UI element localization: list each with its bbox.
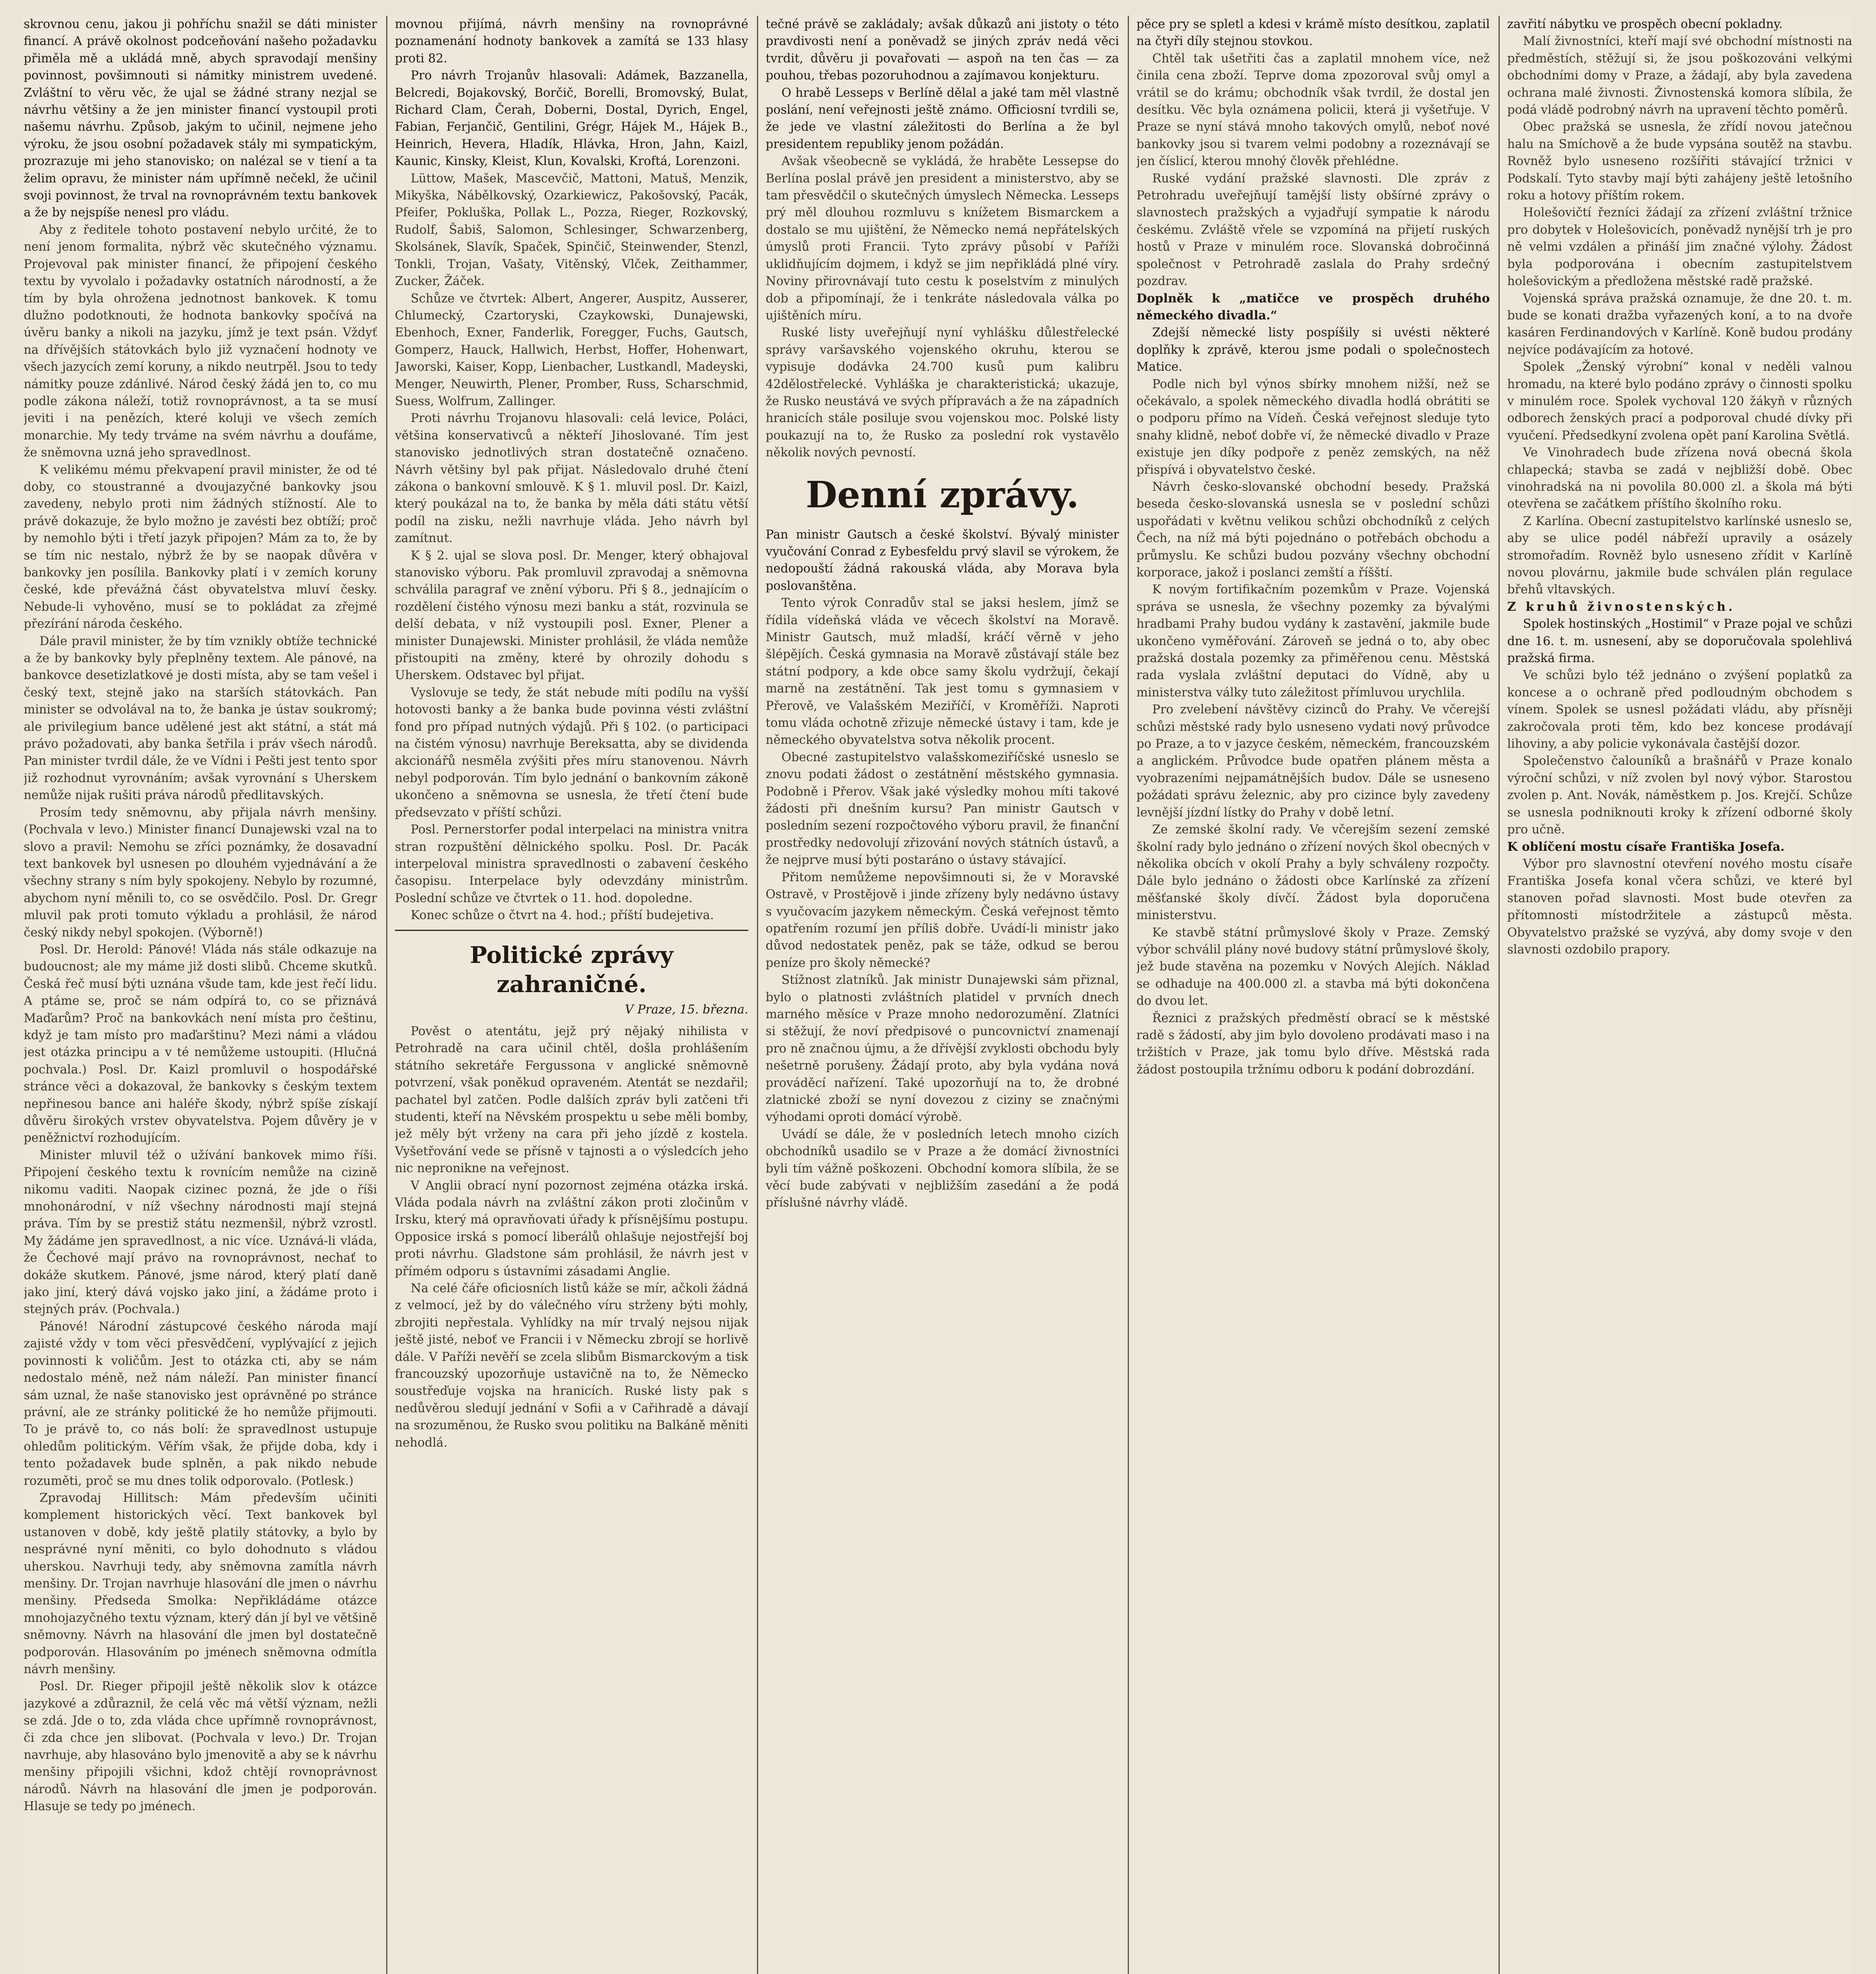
column-5 — [1507, 16, 1852, 1974]
col2-body: Lüttow, Mašek, Mascevčič, Mattoni, Matuš, Menzik, Mikyška, Nábělkovský, Ozarkiewicz, Pakošovský, Pacák, Pfeifer, Pokluška, Pollak L., Pozza, Rieger, Rozkovský, Rudolf, Šabiš, Salomon, Schlesinger, Schwarzenberg, Skolsánek, Slavík, Spaček, Spinčič, Steinwender, Stenzl, Tonkli, Trojan, Vašaty, Vitěnský, Vlček, Zeithammer, Zucker, Žáček. — [395, 171, 748, 289]
col4-body: Pro zvelebení návštěvy cizinců do Prahy. Ve včerejší schůzi městské rady bylo usneseno vydati nový průvodce po Praze, a to v jazyce českém, německém, francouzském a anglickém. Průvodce bude opatřen plánem města a vyobrazeními nejpamátnějších budov. Dále se usneseno požádati správu železnic, aby pro cizince byly zavedeny levnější jízdní lístky do Prahy v době letní. — [1136, 703, 1490, 820]
col3-body: Přitom nemůžeme nepovšimnouti si, že v Moravské Ostravě, v Prostějově i jinde zřízeny byly nedávno ústavy s vyučovacím jazykem německým. Česká veřejnost těmto opatřením rozumí jen příliš dobře. Uvádí-li ministr jako důvod nedostatek peněz, pak se táže, odkud se berou peníze pro školy německé? — [766, 870, 1119, 970]
section-heading: Denní zprávy. — [806, 473, 1079, 516]
col3-body: Ruské listy uveřejňují nyní vyhlášku důlestřelecké správy varšavského vojenského okruhu, kterou se vypisuje dodávka 24.700 kusů pum kalibru 42dělostřelecké. Vyhláška je charakteristická; ukazuje, že Rusko neustává ve svých přípravách a že na západních hranicích stále posiluje svou vojenskou moc. Polské listy poukazují na to, že Rusko za poslední rok vystavělo několik nových pevností. — [766, 326, 1119, 460]
col5-body: Holešovičtí řezníci žádají za zřízení zvláštní tržnice pro dobytek v Holešovicích, poněvadž nynější trh je pro ně velmi vzdálen a přináší jim značné výlohy. Žádost byla podporována i obecním zastupitelstvem holešovickým a předložena městské radě pražské. — [1507, 206, 1852, 289]
column-3 — [766, 16, 1119, 1974]
col2-body: V Anglii obrací nyní pozornost zejména otázka irská. Vláda podala návrh na zvláštní zákon proti zločinům v Irsku, který má opravňovati úřady k přísnějšímu postupu. Opposice irská s pomocí liberálů ohlašuje nejostřejší boj proti návrhu. Gladstone sám prohlásil, že návrh jest v přímém odporu s ústavními zásadami Anglie. — [395, 1178, 748, 1278]
col2-body: Proti návrhu Trojanovu hlasovali: celá levice, Poláci, většina konservativců a někteří Jihoslované. Tím jest stanovisko jednotlivých stran dostatečně označeno. Návrh většiny byl pak přijat. Následovalo druhé čtení zákona o bankovní smlouvě. K § 1. mluvil posl. Dr. Kaizl, který poukázal na to, že banka by měla dáti státu větší podíl na zisku, nežli navrhuje vláda. Jeho návrh byl zamítnut. — [395, 411, 748, 546]
col4-body: Ke stavbě státní průmyslové školy v Praze. Zemský výbor schválil plány nové budovy státní průmyslové školy, jež bude stavěna na pozemku v Nových Alejích. Náklad se odhaduje na 400.000 zl. a stavba má býti dokončena do dvou let. — [1136, 925, 1490, 1008]
col4-body: K novým fortifikačním pozemkům v Praze. Vojenská správa se usnesla, že všechny pozemky za bývalými hradbami Prahy budou vydány k zastavění, jakmile bude ukončeno vyměřování. Zároveň se jedná o to, aby obec pražská dostala pozemky za přiměřenou cenu. Městská rada vyslala zvláštní deputaci do Vídně, aby u ministerstva války tuto záležitost přímluvou urychlila. — [1136, 583, 1490, 700]
article-heading: Politické zprávy zahraničné. — [469, 941, 674, 998]
col4-subheading: Doplněk k „matičce ve prospěch druhého německého divadla.“ — [1136, 291, 1490, 323]
col5-body: Spolek „Ženský výrobní“ konal v neděli valnou hromadu, na které bylo podáno zprávy o činnosti spolku v minulém roce. Spolek vychoval 120 žákyň v různých odborech ženských prací a podporoval chudé dívky při vyučení. Předsedkyní zvolena opět paní Karolina Světlá. — [1507, 360, 1852, 443]
col1-paragraph: skrovnou cenu, jakou ji pohříchu snažil se dáti minister financí. A právě okolnost podceňování našeho požadavku přiměla mě a ukládá mně, abych spravodají menšiny povinnost, povšimnouti si námitky ministrem uvedené. Zvláštní to věru věc, že ujal se žádné strany nezjal se návrhu většiny a že jen minister financí vystoupil proti našemu návrhu. Způsob, jakým to učinil, nejmene jeho výroku, že jsou osobní požadavek stály mi sympatickým, prozrazuje mi jeho stanovisko; on nalézal se v tiení a ta želim opravu, že minister nám upřímně nečekl, že učinil svoji povinnost, že trval na rovnoprávném textu bankovek a že by nejspíše nenesl pro vládu. — [24, 17, 377, 220]
col1-body: Zpravodaj Hillitsch: Mám především učiniti komplement historických věcí. Text bankovek byl ustanoven v době, kdy ještě platily státovky, a bylo by nesprávné nyní měniti, co bylo dohodnuto s vládou uherskou. Navrhuji tedy, aby sněmovna zamítla návrh menšiny. Dr. Trojan navrhuje hlasování dle jmen o návrhu menšiny. Předseda Smolka: Nepřikládáme otázce mnohojazyčného textu význam, který dán jí byl ve většině sněmovny. Návrh na hlasování dle jmen byl dostatečně podporován. Hlasováním po jménech sněmovna odmítla návrh menšiny. — [24, 1491, 377, 1676]
col4-paragraph-2: Zdejší německé listy pospíšily si uvésti některé doplňky k zprávě, kterou jsme podali o společnostech Matice. — [1136, 326, 1490, 374]
column-2 — [395, 16, 748, 1974]
col5-subheading: Z kruhů živnostenských. — [1507, 599, 1735, 614]
col4-paragraph-1: pěce pry se spletl a kdesi v krámě místo desítkou, zaplatil na čtyři díly stejnou stovkou. — [1136, 17, 1490, 49]
col5-paragraph-1: zavřití nábytku ve prospěch obecní pokladny. — [1507, 17, 1783, 31]
col3-body: Stížnost zlatníků. Jak ministr Dunajewski sám přiznal, bylo o platnosti zvláštních platidel v prvních dnech marného měsíce v Praze mnoho nedorozumění. Zlatníci si stěžují, že noví předpisové o puncovnictví znamenají pro ně značnou újmu, a že dřívější zvyklosti obchodu byly nešetrně porušeny. Žádají proto, aby byla vydána nová prováděcí nařízení. Také upozorňují na to, že drobné zlatnické zboží se nyní dovezou z ciziny se značnými výhodami oproti domácí výrobě. — [766, 973, 1119, 1124]
col2-body: Vyslovuje se tedy, že stát nebude míti podílu na vyšší hotovosti banky a že banka bude povinna vésti zvláštní fond pro případ nutných výdajů. Při § 102. (o participaci na čistém výnosu) navrhuje Bereksatta, aby se dividenda akcionářů nesměla zvýšiti přes míru stanovenou. Návrh nebyl podporován. Tím bylo jednání o bankovním zákoně ukončeno a sněmovna se usnesla, že třetí čtení bude předsevzato v příští schůzi. — [395, 685, 748, 820]
divider — [395, 930, 748, 931]
col2-body: Na celé čáře oficiosních listů káže se mír, ačkoli žádná z velmocí, jež by do válečného víru strženy býti mohly, zbrojiti nepřestala. Vyhlídky na mír trvalý nejsou nijak ještě jisté, neboť ve Francii i v Německu zbrojí se horlivě dále. V Paříži nevěří se zcela slibům Bismarckovým a tisk francouzský upozorňuje ustavičně na to, že Německo soustřeďuje vojska na hranicích. Ruské listy pak s nedůvěrou sledují jednání v Sofii a v Cařihradě a dávají na srozuměnou, že Rusko svou politiku na Balkáně měniti nehodlá. — [395, 1282, 748, 1450]
col2-body: Schůze ve čtvrtek: Albert, Angerer, Auspitz, Ausserer, Chlumecký, Czartoryski, Czaykowski, Dunajewski, Ebenhoch, Exner, Fanderlik, Foregger, Fuchs, Gautsch, Gomperz, Hauck, Hallwich, Herbst, Hoffer, Hohenwart, Jaworski, Kaiser, Kopp, Lienbacher, Lustkandl, Madeyski, Menger, Neuwirth, Plener, Promber, Russ, Scharschmid, Suess, Wolfrum, Zallinger. — [395, 291, 748, 408]
article-dateline: V Praze, 15. března. — [625, 1002, 748, 1017]
col5-body: Z Karlína. Obecní zastupitelstvo karlínské usneslo se, aby se ulice podél nábřeží upravily a osázely stromořadím. Rovněž bylo usneseno zřídit v Karlíně novou plovárnu, jakmile bude schválen plán regulace břehů vltavských. — [1507, 514, 1852, 597]
col3-paragraph-1: tečné právě se zakládaly; avšak důkazů ani jistoty o této pravdivosti není a poněvadž se jiných zpráv nedá věci tvrdit, důvěru ji povařovati — aspoň na ten čas — za pouhou, třebas pozoruhodnou a zajímavou konjekturu. — [766, 17, 1119, 83]
newspaper-page — [24, 16, 1852, 1974]
col2-body: Posl. Pernerstorfer podal interpelaci na ministra vnitra stran rozpuštění dělnického spolku. Posl. Dr. Pacák interpeloval ministra spravedlnosti o zabavení českého časopisu. Interpelace byly odevzdány ministrům. Poslední schůze ve čtvrtek o 11. hod. dopoledne. — [395, 823, 748, 905]
col1-body: Dále pravil minister, že by tím vznikly obtíže technické a že by bankovky byly přeplněny textem. Ale pánové, na bankovce desetizlatkové je dosti místa, aby se tam vešel i český text, stejně jako na starších státovkách. Pan minister se odvolával na to, že banka je ústav soukromý; ale privilegium bance udělené jest akt státní, a stát má právo požadovati, aby banka šetřila i práv všech národů. Pan minister tvrdil dále, že ve Vídni i Pešti jest tento spor již rozhodnut vyrovnáním; avšak vyrovnání s Uherskem nemůže nijak rušiti práva národů předlitavských. — [24, 634, 377, 803]
column-separator — [757, 16, 758, 1974]
col3-paragraph-2: O hrabě Lesseps v Berlíně dělal a jaké tam měl vlastně poslání, není veřejnosti ještě známo. Officiosní tvrdili se, že jede ve vlastní záležitosti do Berlína a že byl presidentem republiky jenom požádán. — [766, 86, 1119, 151]
col1-body: Pánové! Národní zástupcové českého národa mají zajisté vždy v tom věci přesvědčení, vyplývající z jejich povinnosti k voličům. Jest to otázka cti, aby se nám nedostalo méně, než nám náleží. Pan minister financí sám uznal, že naše stanovisko jest oprávněné po stránce právní, ale ze stránky politické že ho nemůže přijmouti. To je právě to, co nás bolí: že spravedlnost ustupuje ohledům politickým. Věřím však, že přijde doba, kdy i tento požadavek bude splněn, a pak nikdo nebude rozuměti, proč se mu dnes tolik odporovalo. (Potlesk.) — [24, 1319, 377, 1488]
col1-body: Prosím tedy sněmovnu, aby přijala návrh menšiny. (Pochvala v levo.) Minister financí Dunajewski vzal na to slovo a pravil: Nemohu se zříci poznámky, že dosavadní text bankovek byl usnesen po dlouhém vyjednávání a že všechny strany s ním byly spokojeny. Nebylo by rozumné, abychom nyní měnili to, co se osvědčilo. Posl. Dr. Gregr mluvil pak proti tomuto výkladu a prohlásil, že národ český nikdy nebyl spokojen. (Výborně!) — [24, 805, 377, 940]
col5-body: Vojenská správa pražská oznamuje, že dne 20. t. m. bude se konati dražba vyřazených koní, a to na dvoře kasáren Ferdinandových v Karlíně. Koně budou prodány nejvíce podávajícím za hotové. — [1507, 291, 1852, 357]
col5-body: Ve schůzi bylo též jednáno o zvýšení poplatků za koncese a o ochraně před podloudným obchodem s vínem. Spolek se usnesl požádati vládu, aby přísněji zakročovala proti těm, kdo bez koncese prodávají lihoviny, a aby policie vykonávala častější dozor. — [1507, 668, 1852, 751]
column-separator — [1499, 16, 1500, 1974]
col1-body: K velikému mému překvapení pravil minister, že od té doby, co stoustranné a dvoujazyčné bankovky jsou zavedeny, nebylo proti nim žádných stížností. Ale to právě dokazuje, že bylo možno je zavésti bez obtíží; proč by nemohlo býti i třetí jazyk připojen? Mám za to, že by se tím nic nestalo, nýbrž že by se naopak důvěra v bankovky jen posílila. Bankovky platí i v zemích koruny české, kde převážná část obyvatelstva mluví česky. Nebude-li vyhověno, musí se to pokládat za zřejmé přezírání národa českého. — [24, 463, 377, 631]
col4-body: Podle nich byl výnos sbírky mnohem nižší, než se očekávalo, a spolek německého divadla hodlá obrátiti se o podporu přímo na Vídeň. Česká veřejnost sleduje tyto snahy klidně, neboť dobře ví, že německé divadlo v Praze existuje jen díky podpoře z peněz zemských, na něž přispívá i obyvatelstvo české. — [1136, 377, 1490, 477]
col5-subheading-2: K oblíčení mostu císaře Františka Josefa. — [1507, 839, 1785, 854]
col3-body: Uvádí se dále, že v posledních letech mnoho cizích obchodníků usadilo se v Praze a že domácí živnostníci byli tím vážně poškozeni. Obchodní komora slíbila, že se věcí bude zabývati v nejbližším zasedání a že podá příslušné návrhy vládě. — [766, 1127, 1119, 1210]
col2-body: Konec schůze o čtvrt na 4. hod.; příští budejetiva. — [411, 908, 714, 923]
col3-body: Obecné zastupitelstvo valašskomeziříčské usneslo se znovu podati žádost o zestátnění městského gymnasia. Podobně i Přerov. Však jaké výsledky mohou míti takové žádosti při dnešním kursu? Pan ministr Gautsch v posledním sezení rozpočtového výboru pravil, že finanční prostředky nedovolují zřizování nových státních ústavů, a že nejprve musí býti postaráno o ústavy stávající. — [766, 750, 1119, 867]
col5-body: Výbor pro slavnostní otevření nového mostu císaře Františka Josefa konal včera schůzi, ve které byl stanoven pořad slavnosti. Most bude otevřen za přítomnosti místodržitele a zástupců města. Obyvatelstvo pražské se vyzývá, aby domy svoje v den slavnosti ozdobilo prapory. — [1507, 857, 1852, 957]
col2-body: K § 2. ujal se slova posl. Dr. Menger, který obhajoval stanovisko výboru. Pak promluvil zpravodaj a sněmovna schválila paragraf ve znění výboru. Při § 8., jednajícím o rozdělení čistého výnosu mezi banku a stát, rozvinula se delší debata, v níž vystoupili posl. Exner, Plener a minister Dunajewski. Minister prohlásil, že vláda nemůže přistoupiti na změny, které by ohrozily dohodu s Uherskem. Odstavec byl přijat. — [395, 548, 748, 683]
col5-body: Obec pražská se usnesla, že zřídí novou jatečnou halu na Smíchově a že bude vypsána soutěž na stavbu. Rovněž bylo usneseno rozšířiti stávající tržnici v Podskalí. Tyto stavby mají býti zahájeny ještě letošního roku a hotovy příštím rokem. — [1507, 120, 1852, 203]
col4-body: Řeznici z pražských předměstí obrací se k městské radě s žádostí, aby jim bylo dovoleno prodávati maso i na tržištích v Praze, jak tomu bylo dříve. Městská rada žádost postoupila tržnímu odboru k podání dobrozdání. — [1136, 1011, 1490, 1077]
col2-paragraph-2: Pro návrh Trojanův hlasovali: Adámek, Bazzanella, Belcredi, Bojakovský, Borčič, Borelli, Bromovský, Bulat, Richard Clam, Čerah, Doberni, Dostal, Dyrich, Engel, Fabian, Ferjančič, Gentilini, Grégr, Hájek M., Hájek B., Heinrich, Hevera, Hladík, Hlávka, Hron, Jahn, Kaizl, Kaunic, Kinsky, Kleist, Klun, Kovalski, Kroftá, Lorenzoni. — [395, 69, 748, 169]
col1-body: Posl. Dr. Rieger připojil ještě několik slov k otázce jazykové a zdůraznil, že celá věc má větší význam, nežli se zdá. Jde o to, zda vláda chce upřímně rovnoprávnost, či zda chce jen slibovat. (Pochvala v levo.) Dr. Trojan navrhuje, aby hlasováno bylo jmenovitě a aby se k návrhu menšiny připojili všichni, kdož chtějí rovnoprávnost národů. Návrh na hlasování dle jmen je podporován. Hlasuje se tedy po jménech. — [24, 1679, 377, 1814]
col3-paragraph-3: Pan ministr Gautsch a české školství. Bývalý minister vyučování Conrad z Eybesfeldu prvý slavil se výrokem, že nedopouští žádná rakouská vláda, aby Morava byla poslovanštěna. — [766, 527, 1119, 593]
col5-body: Společenstvo čalouníků a brašnářů v Praze konalo výroční schůzi, v níž zvolen byl nový výbor. Starostou zvolen p. Ant. Novák, náměstkem p. Jos. Krejčí. Schůze se usnesla podniknouti kroky k zřízení odborné školy pro učně. — [1507, 754, 1852, 837]
col4-body: Chtěl tak ušetřiti čas a zaplatil mnohem více, než činila cena zboží. Teprve doma zpozoroval svůj omyl a vrátil se do krámu; obchodník však tvrdil, že dostal jen desítku. Věc byla oznámena policii, která ji vyšetřuje. V Praze se nyní stává mnoho takových omylů, neboť nové bankovky jsou si tvarem velmi podobny a rozeznávají se jen číslicí, kterou mnohý člověk přehlédne. — [1136, 51, 1490, 169]
col4-body: Ruské vydání pražské slavnosti. Dle zpráv z Petrohradu uveřejňují tamější listy obšírné zprávy o slavnostech pražských a vyjadřují sympatie k národu českému. Zvláště vřele se vzpomíná na přijetí ruských hostů v Praze v minulém roce. Slovanská dobročinná společnost v Petrohradě zaslala do Prahy srdečný pozdrav. — [1136, 171, 1490, 289]
col1-body: Posl. Dr. Herold: Pánové! Vláda nás stále odkazuje na budoucnost; ale my máme již dosti slibů. Chceme skutků. Česká řeč musí býti uznána všude tam, kde jest řečí lidu. A ptáme se, proč se nám odpírá to, co se přiznává Maďarům? Proč na bankovkách není místa pro češtinu, když je tam místo pro maďarštinu? Mezi námi a vládou jest otázka principu a v té nemůžeme ustoupiti. (Hlučná pochvala.) Posl. Dr. Kaizl promluvil o hospodářské stránce věci a dokazoval, že bankovky s českým textem nepřinesou bance ani haléře škody, nýbrž spíše získají důvěru širokých vrstev obyvatelstva. Pojem důvěry je v peněžnictví rozhodujícím. — [24, 942, 377, 1145]
col4-body: Návrh česko-slovanské obchodní besedy. Pražská beseda česko-slovanská usnesla se v poslední schůzi uspořádati v květnu velikou schůzi obchodníků z celých Čech, na níž má býti pojednáno o potřebách obchodu a průmyslu. Ke schůzi budou pozvány všechny obchodní korporace, jakož i poslanci zemští a říšští. — [1136, 480, 1490, 580]
column-separator — [386, 16, 387, 1974]
col2-paragraph-1: movnou přijímá, návrh menšiny na rovnoprávné poznamenání hodnoty bankovek a zamítá se 133 hlasy proti 82. — [395, 17, 748, 66]
column-1 — [24, 16, 377, 1974]
column-4 — [1136, 16, 1490, 1974]
col5-paragraph-2: Spolek hostinských „Hostimil“ v Praze pojal ve schůzi dne 16. t. m. usnesení, aby se doporučovala spolehlivá pražská firma. — [1507, 617, 1852, 666]
col4-body: Ze zemské školní rady. Ve včerejším sezení zemské školní rady bylo jednáno o zřízení nových škol obecných v několika obcích v okolí Prahy a byly schváleny rozpočty. Dále bylo jednáno o žádosti obce Karlínské za zřízení měšťanské školy dívčí. Žádost byla doporučena ministerstvu. — [1136, 823, 1490, 923]
col1-body: Aby z ředitele tohoto postavení nebylo určité, že to není jenom formalita, nýbrž věc skutečného významu. Projevoval pak minister financí, že připojení českého textu by vyvolalo i požadavky ostatních národností, a že tím by byla ohrožena jednotnost bankovek. K tomu dlužno podotknouti, že hodnota bankovky spočívá na úvěru banky a nikoli na jazyku, jímž je text psán. Vždyť na dřívějších státovkách bylo již vyznačení hodnoty ve všech jazycích zemí koruny, a nikdo neutrpěl. Jsou to tedy námitky pouze zdánlivé. Národ český žádá jen to, co mu podle zákona náleží, totiž rovnoprávnost, a ta se musí jeviti i na penězích, které koluji ve všech zemích monarchie. My tedy trváme na svém návrhu a doufáme, že sněmovna uzná jeho spravedlnost. — [24, 223, 377, 460]
col1-body: Minister mluvil též o užívání bankovek mimo říši. Připojení českého textu k rovnícím nemůže na cizině nikomu vaditi. Naopak cizinec pozná, že jde o říši mnohonárodní, v níž všechny národnosti mají stejná práva. Tím by se prestiž státu nezmenšil, nýbrž vzrostl. My žádáme jen spravedlnost, a nic více. Uznává-li vláda, že Čechové mají právo na rovnoprávnost, nechať to dokáže skutkem. Pánové, jsme národ, který platí daně jako jiní, který dává vojsko jako jiní, a žádáme proto i stejných práv. (Pochvala.) — [24, 1148, 377, 1317]
col3-body: Tento výrok Conradův stal se jaksi heslem, jímž se řídila vídeňská vláda ve věcech školství na Moravě. Ministr Gautsch, muž mladší, kráčí věrně v jeho šlépějích. Česká gymnasia na Moravě zůstávají stále bez státní podpory, a kde obce samy školu vydržují, čekají marně na zestátnění. Tak jest tomu s gymnasiem v Přerově, ve Valašském Meziříčí, v Kroměříži. Naproti tomu vláda ochotně zřizuje německé ústavy i tam, kde je německého obyvatelstva sotva několik procent. — [766, 596, 1119, 747]
col2-body: Pověst o atentátu, jejž prý nějaký nihilista v Petrohradě na cara učinil chtěl, došla prohlášením státního sekretáře Fergussona v anglické sněmovně potvrzení, však poněkud opraveném. Atentát se nezdařil; pachatel byl zatčen. Podle dalších zpráv byli zatčeni tři studenti, kteří na Něvském prospektu u sebe měli bomby, jež měly být vrženy na cara při jeho jízdě z kostela. Vyšetřování vede se přísně v tajnosti a o výsledcích jeho nic nepronikne na veřejnost. — [395, 1024, 748, 1176]
col5-body: Malí živnostníci, kteří mají své obchodní místnosti na předměstích, stěžují si, že jsou poškozováni velkými obchodními domy v Praze, a žádají, aby byla zavedena ochrana malé živnosti. Živnostenská komora slíbila, že podá vládě podrobný návrh na upravení těchto poměrů. — [1507, 34, 1852, 117]
col5-body: Ve Vinohradech bude zřízena nová obecná škola chlapecká; stavba se zadá v nejbližší době. Obec vinohradská na ni povolila 80.000 zl. a škola má býti otevřena se začátkem příštího školního roku. — [1507, 446, 1852, 511]
column-separator — [1128, 16, 1129, 1974]
col3-body: Avšak všeobecně se vykládá, že hraběte Lessepse do Berlína poslal právě jen president a ministerstvo, aby se tam přesvědčil o skutečných úmyslech Německa. Lesseps prý měl dlouhou rozmluvu s knížetem Bismarckem a dostalo se mu ujištění, že Německo nemá nepřátelských úmyslů proti Francii. Tyto zprávy působí v Paříži uklidňujícím dojmem, i když se jim nepřikládá plné víry. Noviny přirovnávají tuto cestu k poselstvím z minulých dob a připomínají, že i tenkráte následovala válka po ujištěních míru. — [766, 154, 1119, 323]
